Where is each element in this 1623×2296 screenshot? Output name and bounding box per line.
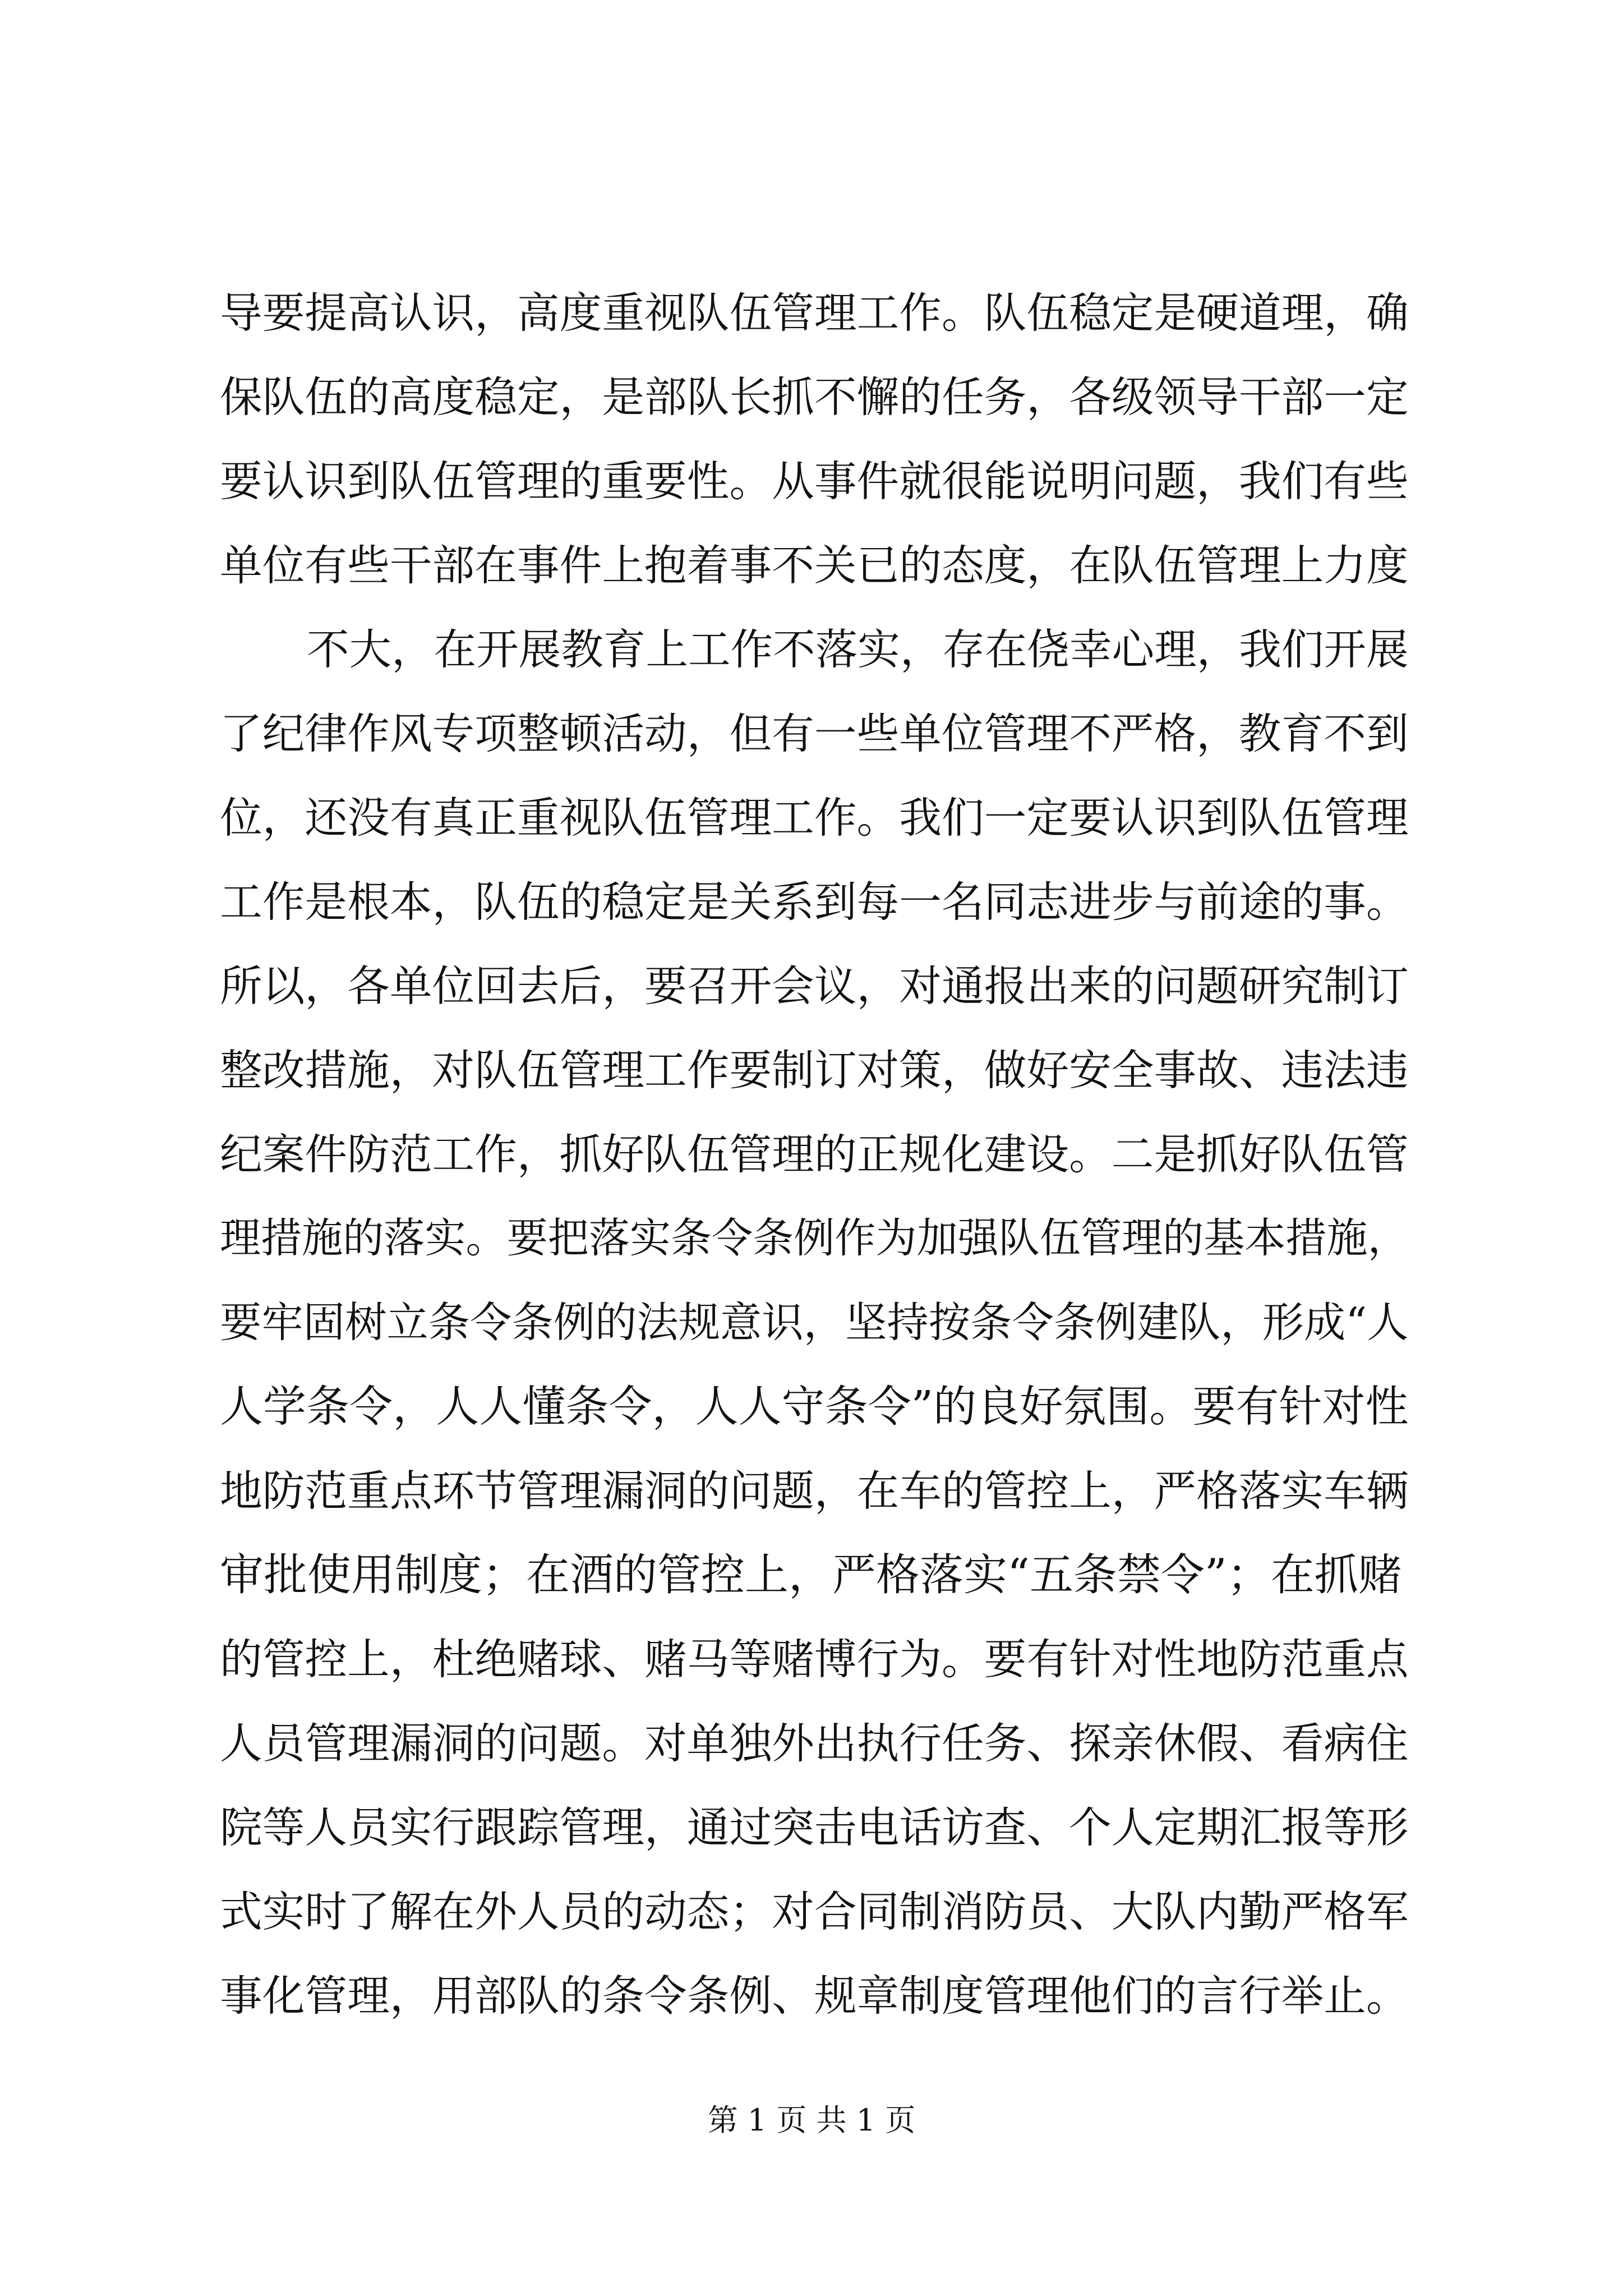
text-line-12: 理措施的落实。要把落实条令条例作为加强队伍管理的基本措施，	[220, 1214, 1409, 1262]
text-line-4: 单位有些干部在事件上抱着事不关已的态度，在队伍管理上力度	[220, 541, 1409, 590]
text-line-2: 保队伍的高度稳定，是部队长抓不懈的任务，各级领导干部一定	[220, 372, 1409, 422]
text-line-7: 位，还没有真正重视队伍管理工作。我们一定要认识到队伍管理	[220, 793, 1409, 843]
text-line-18: 人员管理漏洞的问题。对单独外出执行任务、探亲休假、看病住	[220, 1719, 1409, 1768]
text-line-10: 整改措施，对队伍管理工作要制订对策，做好安全事故、违法违	[220, 1046, 1409, 1095]
text-line-21: 事化管理，用部队的条令条例、规章制度管理他们的言行举止。	[220, 1971, 1409, 2021]
page-number: 第 1 页 共 1 页	[707, 2102, 916, 2138]
text-line-20: 式实时了解在外人员的动态；对合同制消防员、大队内勤严格军	[220, 1887, 1409, 1936]
text-line-11: 纪案件防范工作，抓好队伍管理的正规化建设。二是抓好队伍管	[220, 1130, 1409, 1179]
text-line-19: 院等人员实行跟踪管理，通过突击电话访查、个人定期汇报等形	[220, 1803, 1409, 1852]
text-line-15: 地防范重点环节管理漏洞的问题，在车的管控上，严格落实车辆	[220, 1466, 1409, 1516]
text-line-16: 审批使用制度；在酒的管控上，严格落实“五条禁令”；在抓赌	[220, 1550, 1402, 1600]
page-footer	[0, 2101, 1623, 2140]
text-line-17: 的管控上，杜绝赌球、赌马等赌博行为。要有针对性地防范重点	[220, 1635, 1409, 1684]
text-line-1: 导要提高认识，高度重视队伍管理工作。队伍稳定是硬道理，确	[220, 288, 1409, 338]
text-line-13: 要牢固树立条令条例的法规意识，坚持按条令条例建队，形成“人	[220, 1298, 1409, 1347]
text-line-14: 人学条令，人人懂条令，人人守条令”的良好氛围。要有针对性	[220, 1382, 1409, 1432]
text-line-6: 了纪律作风专项整顿活动，但有一些单位管理不严格，教育不到	[220, 709, 1409, 758]
text-line-9: 所以，各单位回去后，要召开会议，对通报出来的问题研究制订	[220, 961, 1409, 1011]
text-line-3: 要认识到队伍管理的重要性。从事件就很能说明问题，我们有些	[220, 457, 1409, 506]
text-line-8: 工作是根本，队伍的稳定是关系到每一名同志进步与前途的事。	[220, 877, 1409, 927]
text-line-5: 不大，在开展教育上工作不落实，存在侥幸心理，我们开展	[307, 625, 1409, 674]
